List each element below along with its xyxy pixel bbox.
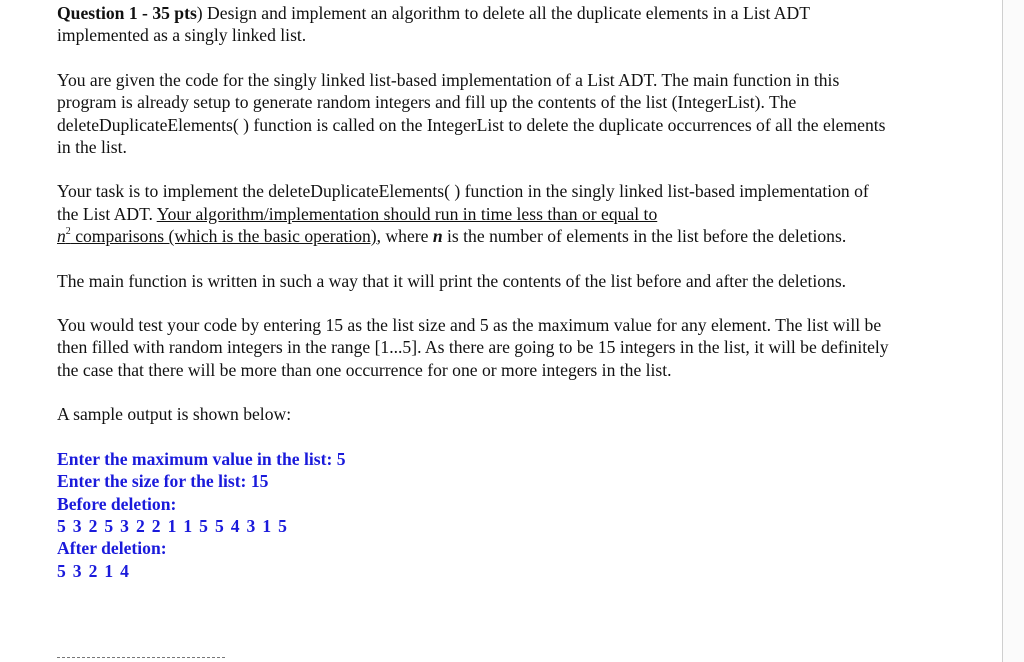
task-intro: Your task is to implement the deleteDuplicateElements( ) function in the singly linked list-based implementation of the List ADT. bbox=[57, 181, 869, 224]
question-content bbox=[57, 2, 892, 582]
paragraph-main-function: The main function is written in such a way that it will print the contents of the list before and after the deletions. bbox=[57, 270, 847, 291]
paragraph-testing: You would test your code by entering 15 as the list size and 5 as the maximum value for any element. The list will be then filled with random integers in the range [1...5]. As there are going to be 15 integers in the list, it will be definitely the case that there will be more than one occurrence for one or more integers in the list. bbox=[57, 315, 889, 380]
viewer-gutter bbox=[1003, 0, 1024, 662]
question-text: ) Design and implement an algorithm to delete all the duplicate elements in a List ADT implemented as a singly linked list. bbox=[57, 3, 810, 46]
output-before-values: 5 3 2 5 3 2 2 1 1 5 5 4 3 1 5 bbox=[57, 515, 289, 536]
complexity-var: n bbox=[57, 226, 66, 247]
complexity-text-1: Your algorithm/implementation should run in time less than or equal to bbox=[156, 203, 658, 224]
paragraph-given-code: You are given the code for the singly linked list-based implementation of a List ADT. The main function in this program is already setup to generate random integers and fill up the contents of the list (IntegerList). The deleteDuplicateElements( ) function is called on the IntegerList to delete the duplicate occurrences of all the elements in the list. bbox=[57, 69, 886, 158]
output-before-label: Before deletion: bbox=[57, 493, 177, 514]
question-label: Question 1 bbox=[57, 3, 138, 23]
output-after-values: 5 3 2 1 4 bbox=[57, 560, 131, 581]
complexity-exponent: 2 bbox=[65, 226, 71, 238]
output-size-prompt: Enter the size for the list: 15 bbox=[57, 471, 269, 492]
question-points: 35 pts bbox=[152, 3, 197, 23]
sample-intro: A sample output is shown below: bbox=[57, 404, 292, 425]
paragraph-task bbox=[57, 180, 892, 247]
task-outro: is the number of elements in the list before the deletions. bbox=[442, 226, 847, 247]
task-middle: , where bbox=[376, 226, 433, 247]
sample-output bbox=[57, 448, 892, 582]
question-heading bbox=[57, 2, 892, 47]
output-max-prompt: Enter the maximum value in the list: 5 bbox=[57, 448, 346, 469]
task-italic-var: n bbox=[432, 226, 443, 247]
complexity-text-2: comparisons (which is the basic operation) bbox=[70, 226, 377, 247]
dashed-divider bbox=[57, 657, 225, 658]
output-after-label: After deletion: bbox=[57, 538, 167, 559]
question-separator: - bbox=[137, 3, 153, 23]
